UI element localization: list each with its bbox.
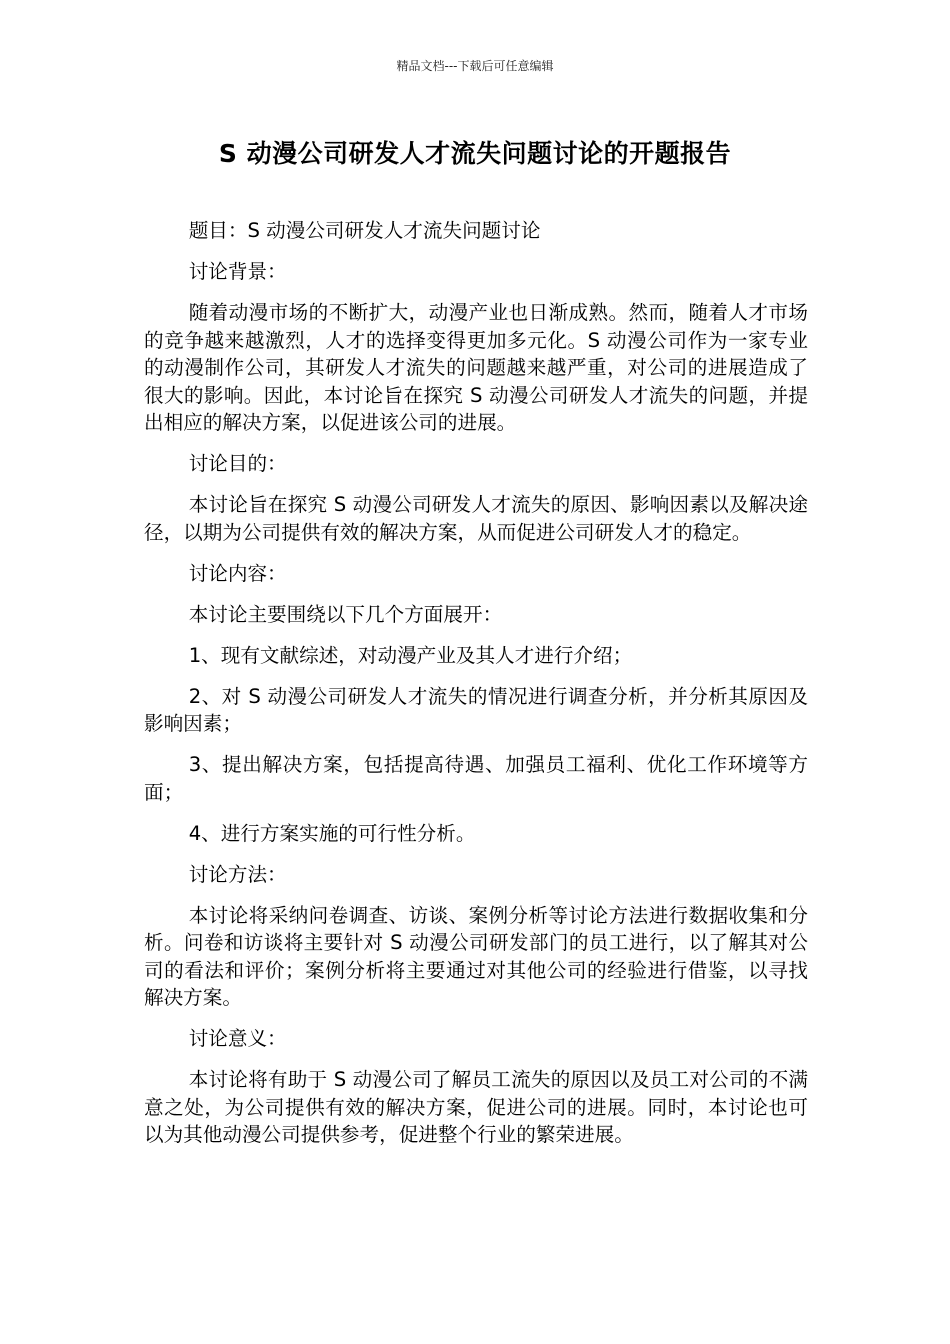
content-list-item: 3、提出解决方案，包括提高待遇、加强员工福利、优化工作环境等方面； (144, 753, 808, 804)
page-header: 精品文档---下载后可任意编辑 (396, 59, 554, 73)
content-intro-paragraph: 本讨论主要围绕以下几个方面展开： (188, 602, 503, 626)
content-list-item: 2、对 S 动漫公司研发人才流失的情况进行调查分析，并分析其原因及影响因素； (144, 684, 808, 735)
method-paragraph: 本讨论将采纳问卷调查、访谈、案例分析等讨论方法进行数据收集和分析。问卷和访谈将主要针对 S 动漫公司研发部门的员工进行，以了解其对公司的看法和评价；案例分析将主要通过对其他公司的经验进行借鉴，以寻找解决方案。 (144, 903, 808, 1009)
section-heading-content: 讨论内容： (188, 561, 287, 585)
document-title: S 动漫公司研发人才流失问题讨论的开题报告 (218, 139, 732, 168)
content-list-item: 1、现有文献综述，对动漫产业及其人才进行介绍； (188, 643, 633, 667)
document-body (144, 217, 808, 1162)
topic-line: 题目：S 动漫公司研发人才流失问题讨论 (188, 219, 541, 242)
significance-paragraph: 本讨论将有助于 S 动漫公司了解员工流失的原因以及员工对公司的不满意之处，为公司提供有效的解决方案，促进公司的进展。同时，本讨论也可以为其他动漫公司提供参考，促进整个行业的繁荣进展。 (144, 1068, 808, 1146)
content-list-item: 4、进行方案实施的可行性分析。 (188, 821, 476, 845)
section-heading-significance: 讨论意义： (188, 1027, 287, 1050)
background-paragraph: 随着动漫市场的不断扩大，动漫产业也日渐成熟。然而，随着人才市场的竞争越来越激烈，人才的选择变得更加多元化。S 动漫公司作为一家专业的动漫制作公司，其研发人才流失的问题越来越严重，对公司的进展造成了很大的影响。因此，本讨论旨在探究 S 动漫公司研发人才流失的问题，并提出相应的解决方案，以促进该公司的进展。 (144, 301, 808, 434)
purpose-paragraph: 本讨论旨在探究 S 动漫公司研发人才流失的原因、影响因素以及解决途径，以期为公司提供有效的解决方案，从而促进公司研发人才的稳定。 (144, 493, 808, 544)
section-heading-purpose: 讨论目的： (188, 452, 287, 475)
section-heading-background: 讨论背景： (188, 260, 287, 283)
section-heading-method: 讨论方法： (188, 862, 287, 886)
